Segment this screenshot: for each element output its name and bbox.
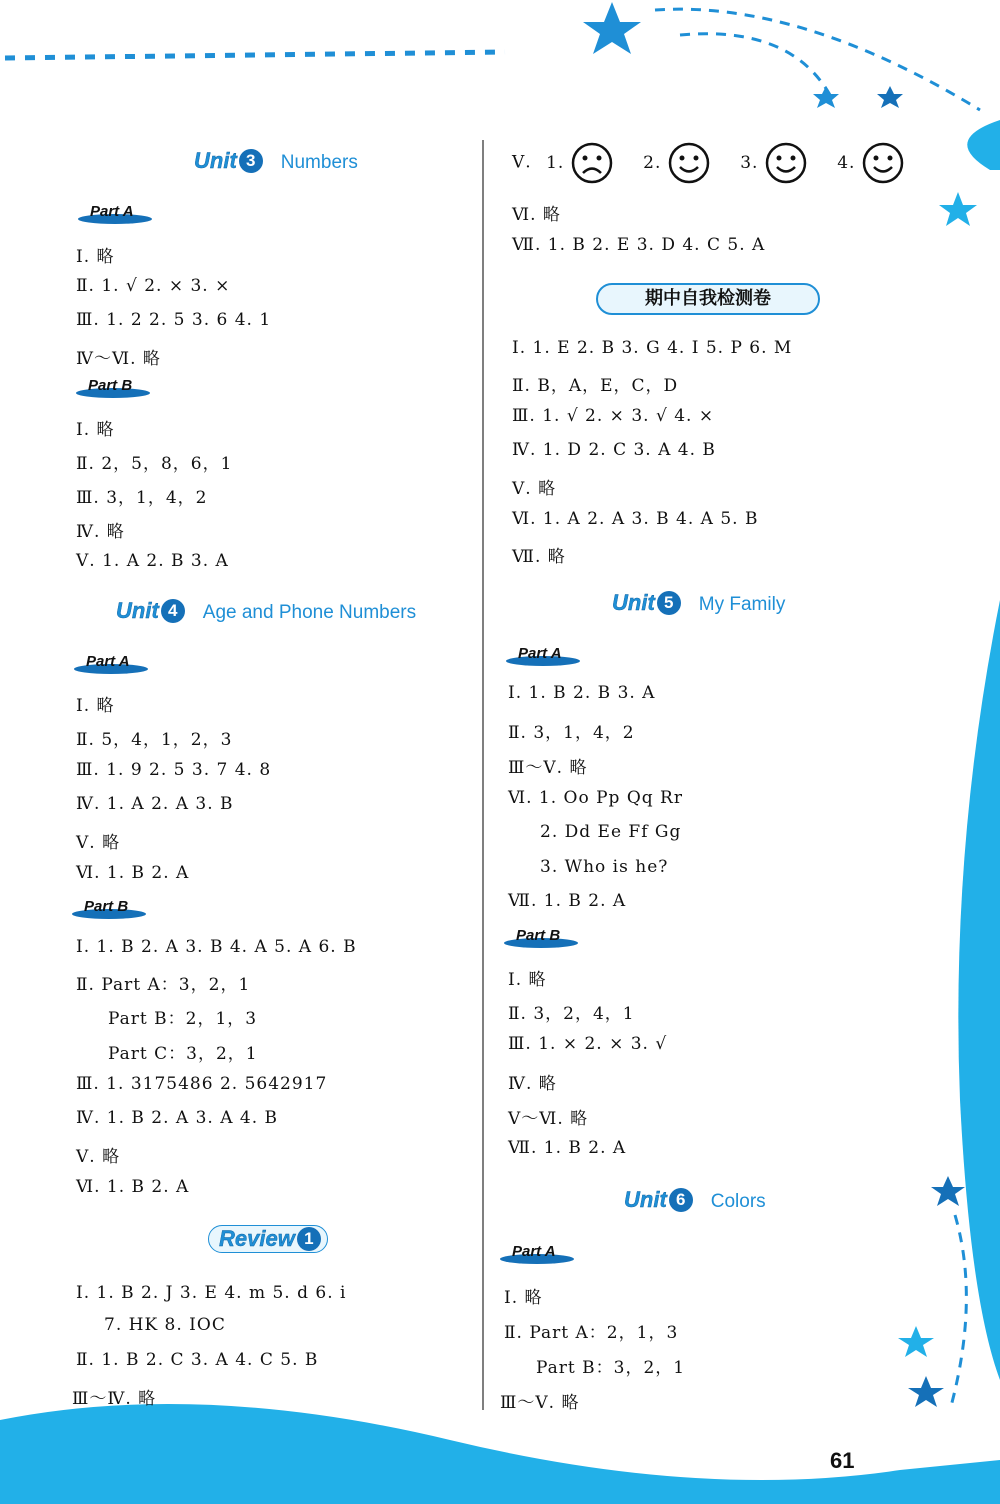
answer-line: Ⅱ. Part A：2，1，3 [504, 1323, 679, 1343]
answer-line: Ⅳ. 1. B 2. A 3. A 4. B [76, 1108, 279, 1128]
part-a-tag: Part A [82, 203, 142, 221]
answer-line: Ⅳ～Ⅵ. 略 [76, 349, 161, 369]
answer-line: Ⅰ. 略 [76, 247, 115, 267]
unit5-heading: Unit 5 My Family [612, 590, 786, 615]
unit6-heading: Unit 6 Colors [624, 1187, 766, 1212]
star-icon [939, 192, 977, 226]
answer-line: Ⅰ. 略 [508, 970, 547, 990]
answer-line: 3. Who is he? [540, 857, 669, 877]
answer-line: Ⅱ. 3，1，4，2 [508, 723, 635, 743]
answer-line: Ⅰ. 1. B 2. B 3. A [508, 683, 656, 703]
unit4-heading: Unit 4 Age and Phone Numbers [116, 598, 417, 623]
sad-face-icon [571, 142, 613, 184]
star-icon [908, 1376, 944, 1407]
star-icon [877, 86, 903, 108]
answer-line: Ⅵ. 1. Oo Pp Qq Rr [508, 788, 683, 808]
happy-face-icon [668, 142, 710, 184]
answer-line: Ⅳ. 略 [76, 522, 125, 542]
answer-line: Ⅰ. 略 [76, 420, 115, 440]
answer-line: Ⅲ～Ⅳ. 略 [72, 1389, 157, 1409]
answer-line: Ⅲ. 1. 9 2. 5 3. 7 4. 8 [76, 760, 272, 780]
answer-line: Ⅰ. 略 [504, 1288, 543, 1308]
star-icon [813, 86, 839, 108]
midterm-banner: 期中自我检测卷 [596, 283, 820, 315]
answer-line: Ⅲ. 1. √ 2. × 3. √ 4. × [512, 406, 715, 426]
answer-line: Part C：3，2，1 [108, 1044, 258, 1064]
answer-line: Ⅱ. 3，2，4，1 [508, 1004, 635, 1024]
answer-line: Ⅲ. 1. 3175486 2. 5642917 [76, 1074, 328, 1094]
answer-line: 7. HK 8. IOC [104, 1315, 226, 1335]
answer-line: Ⅴ～Ⅵ. 略 [508, 1109, 589, 1129]
answer-line: Ⅲ. 1. 2 2. 5 3. 6 4. 1 [76, 310, 272, 330]
star-icon [583, 2, 641, 54]
answer-line: Part B：2，1，3 [108, 1009, 258, 1029]
answer-line: Ⅵ. 1. B 2. A [76, 1177, 190, 1197]
answer-line: Ⅶ. 1. B 2. A [508, 1138, 627, 1158]
answer-line: Ⅶ. 1. B 2. A [508, 891, 627, 911]
happy-face-icon [765, 142, 807, 184]
review-heading: Review 1 [208, 1225, 328, 1253]
unit3-heading: Unit 3 Numbers [194, 148, 358, 173]
answer-line: Ⅱ. B，A，E，C，D [512, 376, 679, 396]
answer-line: Ⅵ. 略 [512, 205, 561, 225]
smiley-row: Ⅴ. 1. 2. 3. 4. [512, 142, 904, 184]
answer-line: Ⅰ. 1. E 2. B 3. G 4. I 5. P 6. M [512, 338, 793, 358]
part-b-tag: Part B [76, 898, 136, 916]
answer-line: Ⅲ～Ⅴ. 略 [500, 1393, 580, 1413]
answer-line: Ⅱ. 5，4，1，2，3 [76, 730, 233, 750]
answer-line: Ⅱ. 1. B 2. C 3. A 4. C 5. B [76, 1350, 319, 1370]
part-b-tag: Part B [508, 927, 568, 945]
answer-line: Ⅲ. 1. × 2. × 3. √ [508, 1034, 668, 1054]
page-number: 61 [830, 1448, 855, 1473]
answer-line: Ⅴ. 略 [76, 833, 121, 853]
answer-line: Ⅵ. 1. A 2. A 3. B 4. A 5. B [512, 509, 759, 529]
answer-line: Ⅶ. 1. B 2. E 3. D 4. C 5. A [512, 235, 766, 255]
happy-face-icon [862, 142, 904, 184]
answer-line: Ⅲ～Ⅴ. 略 [508, 758, 588, 778]
answer-line: Ⅱ. Part A：3，2，1 [76, 975, 251, 995]
answer-line: Part B：3，2，1 [536, 1358, 686, 1378]
answer-line: 2. Dd Ee Ff Gg [540, 822, 682, 842]
answer-line: Ⅵ. 1. B 2. A [76, 863, 190, 883]
answer-line: Ⅴ. 略 [76, 1147, 121, 1167]
answer-line: Ⅴ. 略 [512, 479, 557, 499]
star-icon [898, 1326, 934, 1357]
answer-line: Ⅳ. 1. A 2. A 3. B [76, 794, 234, 814]
answer-line: Ⅰ. 略 [76, 696, 115, 716]
answer-line: Ⅴ. 1. A 2. B 3. A [76, 551, 229, 571]
answer-line: Ⅰ. 1. B 2. J 3. E 4. m 5. d 6. i [76, 1283, 347, 1303]
part-a-tag: Part A [504, 1243, 564, 1261]
answer-line: Ⅲ. 3，1，4，2 [76, 488, 208, 508]
answer-line: Ⅳ. 略 [508, 1074, 557, 1094]
answer-line: Ⅶ. 略 [512, 547, 566, 567]
part-b-tag: Part B [80, 377, 140, 395]
answer-line: Ⅰ. 1. B 2. A 3. B 4. A 5. A 6. B [76, 937, 357, 957]
answer-line: Ⅳ. 1. D 2. C 3. A 4. B [512, 440, 716, 460]
part-a-tag: Part A [78, 653, 138, 671]
part-a-tag: Part A [510, 645, 570, 663]
answer-line: Ⅱ. 1. √ 2. × 3. × [76, 276, 231, 296]
answer-line: Ⅱ. 2，5，8，6，1 [76, 454, 233, 474]
star-icon [931, 1176, 965, 1206]
